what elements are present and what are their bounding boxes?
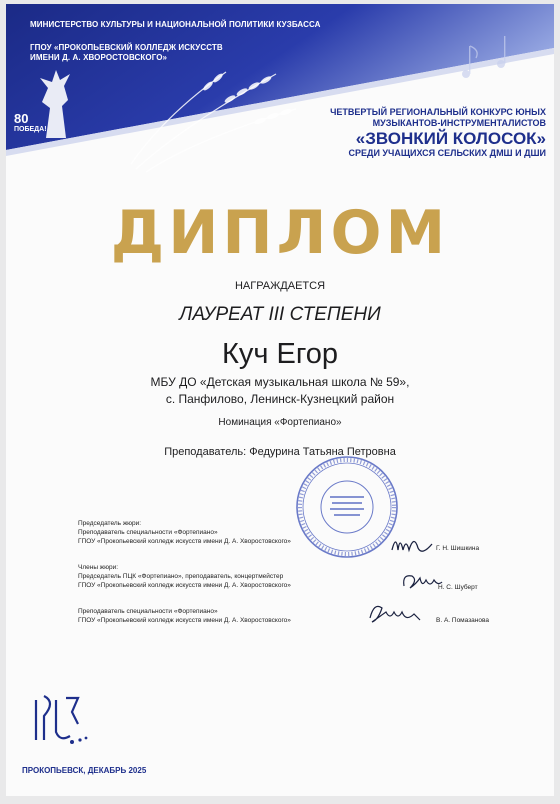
nomination: Номинация «Фортепиано» bbox=[218, 417, 342, 428]
place-date: ПРОКОПЬЕВСК, ДЕКАБРЬ 2025 bbox=[22, 766, 147, 775]
jury-member-2-pos-2: ГПОУ «Прокопьевский колледж искусств имени Д. А. Хворостовского» bbox=[78, 617, 291, 624]
institution-line-1: МБУ ДО «Детская музыкальная школа № 59», bbox=[150, 375, 410, 389]
seal-stamp-icon bbox=[292, 452, 402, 562]
ministry-title: МИНИСТЕРСТВО КУЛЬТУРЫ И НАЦИОНАЛЬНОЙ ПОЛИТИКИ КУЗБАССА bbox=[30, 20, 321, 29]
recipient-name: Куч Егор bbox=[221, 338, 339, 370]
contest-line-2: МУЗЫКАНТОВ-ИНСТРУМЕНТАЛИСТОВ bbox=[372, 118, 546, 128]
laureate-degree: ЛАУРЕАТ III СТЕПЕНИ bbox=[179, 304, 381, 325]
jury-member-1 bbox=[78, 563, 291, 590]
college-line-2: ИМЕНИ Д. А. ХВОРОСТОВСКОГО» bbox=[30, 53, 168, 62]
contest-block bbox=[321, 107, 546, 159]
jury-chair-title: Председатель жюри: bbox=[78, 520, 142, 527]
college-line-1: ГПОУ «ПРОКОПЬЕВСКИЙ КОЛЛЕДЖ ИСКУССТВ bbox=[30, 43, 223, 52]
wheat-icon bbox=[126, 64, 306, 174]
jury-member-1-pos-1: Председатель ПЦК «Фортепиано», преподаватель, концертмейстер bbox=[78, 573, 284, 580]
jury-chair bbox=[78, 519, 291, 546]
jury-chair-name: Г. Н. Шишкина bbox=[436, 545, 480, 552]
jubilee-word: ПОБЕДА! bbox=[14, 126, 47, 133]
jury-member-1-name: Н. С. Шуберт bbox=[438, 584, 478, 591]
contest-line-4: СРЕДИ УЧАЩИХСЯ СЕЛЬСКИХ ДМШ И ДШИ bbox=[348, 148, 546, 158]
institution-line-2: с. Панфилово, Ленинск-Кузнецкий район bbox=[165, 392, 395, 406]
music-notes-icon bbox=[446, 24, 536, 94]
signature-member-2-icon bbox=[366, 600, 422, 628]
jury-chair-pos-2: ГПОУ «Прокопьевский колледж искусств имени Д. А. Хворостовского» bbox=[78, 538, 291, 545]
jury-members-title: Члены жюри: bbox=[78, 564, 119, 571]
jury-member-2-pos-1: Преподаватель специальности «Фортепиано» bbox=[78, 608, 218, 615]
awarded-label: НАГРАЖДАЕТСЯ bbox=[234, 280, 326, 292]
contest-line-1: ЧЕТВЕРТЫЙ РЕГИОНАЛЬНЫЙ КОНКУРС ЮНЫХ bbox=[330, 107, 546, 117]
college-logo-icon bbox=[26, 692, 96, 752]
diploma-page bbox=[6, 4, 554, 796]
diploma-title: ДИПЛОМ bbox=[110, 198, 450, 268]
signature-chair-icon bbox=[390, 530, 434, 560]
jury-member-2-name: В. А. Помазанова bbox=[436, 617, 489, 624]
teacher: Преподаватель: Федурина Татьяна Петровна bbox=[164, 446, 396, 458]
jury-member-2 bbox=[78, 607, 291, 625]
contest-name: «ЗВОНКИЙ КОЛОСОК» bbox=[355, 129, 546, 148]
jubilee-number: 80 bbox=[14, 111, 29, 126]
jury-chair-pos-1: Преподаватель специальности «Фортепиано» bbox=[78, 529, 218, 536]
signature-member-1-icon bbox=[400, 570, 444, 596]
jury-member-1-pos-2: ГПОУ «Прокопьевский колледж искусств имени Д. А. Хворостовского» bbox=[78, 582, 291, 589]
